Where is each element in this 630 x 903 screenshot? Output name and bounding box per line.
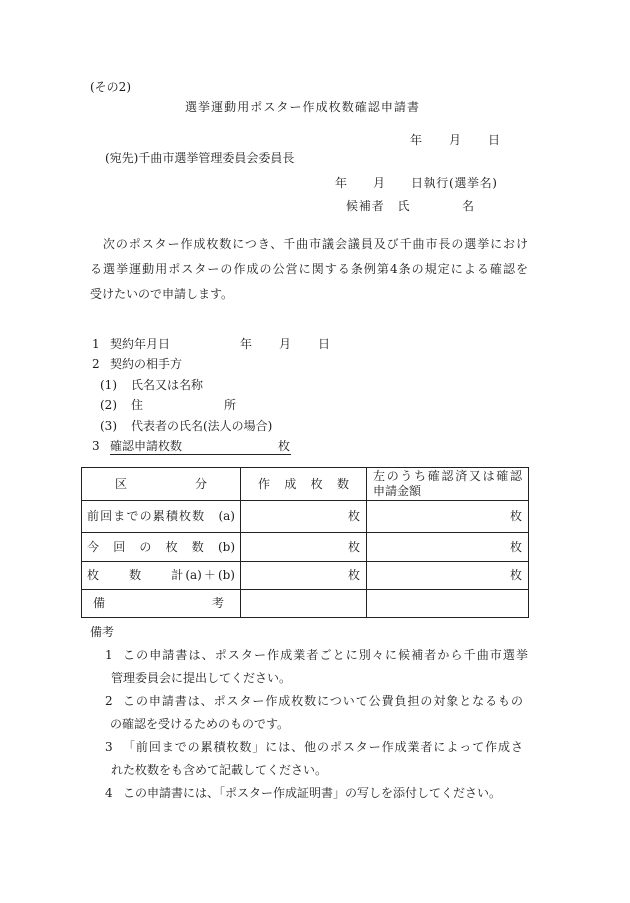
row-label: 枚 数 計(a)＋(b) bbox=[87, 568, 235, 582]
note-line: の確認を受けるためのものです。 bbox=[110, 716, 290, 731]
note-number: 2 bbox=[105, 693, 113, 708]
contract-date-value: 年 月 日 bbox=[240, 337, 330, 351]
table-row bbox=[82, 562, 529, 590]
table-row bbox=[82, 533, 529, 562]
confirmed-unit: 枚 bbox=[509, 539, 522, 554]
note-item bbox=[0, 690, 630, 713]
note-continuation bbox=[0, 667, 630, 690]
count-cell bbox=[241, 562, 367, 590]
row-label-cell bbox=[82, 562, 241, 590]
sub-item-label: 氏名又は名称 bbox=[131, 377, 204, 392]
note-line: れた枚数をも含めて記載してください。 bbox=[111, 762, 328, 777]
note-continuation bbox=[0, 713, 630, 736]
sub-item-name bbox=[0, 375, 630, 395]
count-unit: 枚 bbox=[347, 568, 360, 582]
note-line: この申請書は、ポスター作成業者ごとに別々に候補者から千曲市選挙 bbox=[123, 647, 528, 662]
note-line: 「前回までの累積枚数」には、他のポスター作成業者によって作成さ bbox=[123, 739, 523, 754]
notes-heading-row bbox=[0, 621, 630, 644]
row-label-cell bbox=[82, 533, 241, 562]
note-number: 4 bbox=[105, 785, 113, 800]
sub-item-representative bbox=[0, 416, 630, 436]
part-label: (その2) bbox=[90, 80, 131, 94]
note-continuation bbox=[0, 759, 630, 782]
item-label: 契約の相手方 bbox=[110, 357, 183, 372]
header-count bbox=[241, 468, 367, 501]
note-number: 3 bbox=[105, 739, 113, 754]
addressee: (宛先)千曲市選挙管理委員会委員長 bbox=[105, 151, 295, 165]
remarks-confirmed-cell bbox=[367, 590, 529, 618]
confirmed-cell bbox=[367, 501, 529, 533]
confirmed-cell bbox=[367, 562, 529, 590]
count-unit: 枚 bbox=[277, 438, 290, 453]
note-item bbox=[0, 644, 630, 667]
item-number: 2 bbox=[92, 357, 100, 372]
notes bbox=[0, 621, 630, 805]
confirmed-unit: 枚 bbox=[509, 568, 522, 582]
count-unit: 枚 bbox=[347, 509, 360, 523]
header-category bbox=[82, 468, 241, 501]
item-contractor bbox=[0, 354, 630, 374]
statement-line: 受けたいので申請します。 bbox=[90, 286, 234, 301]
remarks-label: 備 考 bbox=[93, 596, 224, 610]
application-date: 年 月 日 bbox=[410, 133, 500, 147]
items-list bbox=[0, 334, 630, 456]
sub-item-number: (1) bbox=[100, 377, 117, 392]
item-contract-date bbox=[0, 334, 630, 354]
row-label: 今 回 の 枚 数 (b) bbox=[87, 539, 235, 554]
count-cell bbox=[241, 501, 367, 533]
note-line: この申請書には、「ポスター作成証明書」の写しを添付してください。 bbox=[123, 785, 502, 800]
statement bbox=[90, 232, 528, 307]
sub-item-number: (3) bbox=[100, 418, 117, 433]
note-number: 1 bbox=[105, 647, 113, 662]
header-confirmed bbox=[367, 468, 529, 501]
form-title: 選挙運動用ポスター作成枚数確認申請書 bbox=[185, 100, 419, 114]
header-category-label: 区 分 bbox=[115, 476, 207, 491]
election-date-name: 年 月 日執行(選挙名) bbox=[335, 176, 497, 190]
item-label: 確認申請枚数 bbox=[110, 438, 183, 453]
item-number: 1 bbox=[92, 337, 100, 351]
table-row-remarks bbox=[82, 590, 529, 618]
item-number: 3 bbox=[92, 438, 100, 453]
count-table bbox=[81, 467, 529, 618]
sub-item-number: (2) bbox=[100, 398, 117, 413]
notes-heading: 備考 bbox=[90, 624, 115, 639]
note-line: 管理委員会に提出してください。 bbox=[111, 670, 292, 685]
sub-item-label: 代表者の氏名(法人の場合) bbox=[131, 418, 273, 433]
header-count-label: 作 成 枚 数 bbox=[258, 476, 349, 491]
note-item bbox=[0, 736, 630, 759]
note-item bbox=[0, 782, 630, 805]
count-unit: 枚 bbox=[347, 539, 360, 554]
statement-line: 次のポスター作成枚数につき、千曲市議会議員及び千曲市長の選挙におけ bbox=[90, 236, 528, 251]
sub-item-address bbox=[0, 395, 630, 415]
header-confirmed-line: 左のうち確認済又は確認 bbox=[373, 469, 522, 483]
table-row bbox=[82, 501, 529, 533]
item-requested-count bbox=[0, 436, 630, 456]
remarks-count-cell bbox=[241, 590, 367, 618]
remarks-label-cell bbox=[82, 590, 241, 618]
note-line: この申請書は、ポスター作成枚数について公費負担の対象となるもの bbox=[123, 693, 523, 708]
table-header-row bbox=[82, 468, 529, 501]
count-cell bbox=[241, 533, 367, 562]
statement-line: る選挙運動用ポスターの作成の公営に関する条例第4条の規定による確認を bbox=[90, 261, 528, 276]
sub-item-label: 住 所 bbox=[131, 398, 236, 413]
row-label-cell bbox=[82, 501, 241, 533]
header-confirmed-line: 申請金額 bbox=[373, 484, 422, 498]
candidate-name-line: 候補者 氏 名 bbox=[346, 199, 474, 213]
confirmed-unit: 枚 bbox=[509, 509, 522, 523]
item-label: 契約年月日 bbox=[110, 337, 171, 351]
requested-count-field bbox=[110, 436, 291, 455]
row-label: 前回までの累積枚数 (a) bbox=[87, 509, 235, 523]
confirmed-cell bbox=[367, 533, 529, 562]
